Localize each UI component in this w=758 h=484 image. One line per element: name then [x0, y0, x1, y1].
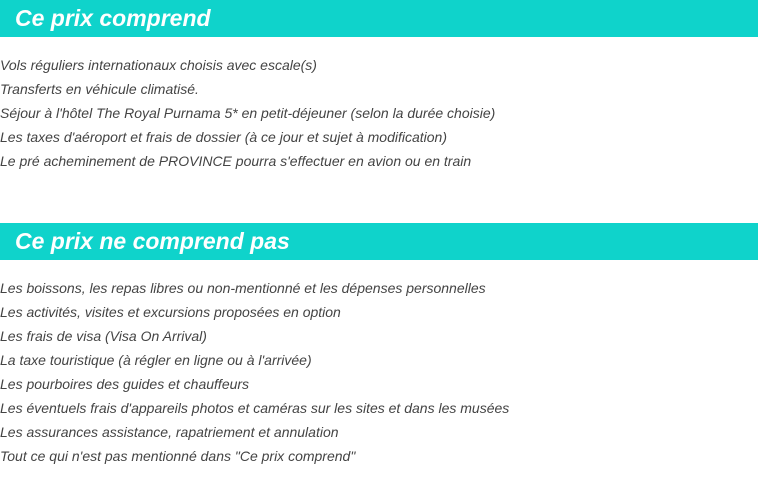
excludes-item: Les pourboires des guides et chauffeurs — [0, 376, 250, 392]
excludes-item: Tout ce qui n'est pas mentionné dans "Ce prix comprend" — [0, 448, 356, 464]
excludes-item: Les boissons, les repas libres ou non-mentionné et les dépenses personnelles — [0, 280, 486, 296]
includes-item: Séjour à l'hôtel The Royal Purnama 5* en petit-déjeuner (selon la durée choisie) — [0, 105, 496, 121]
includes-item: Vols réguliers internationaux choisis avec escale(s) — [0, 57, 317, 73]
excludes-item: La taxe touristique (à régler en ligne ou à l'arrivée) — [0, 352, 312, 368]
excludes-item: Les frais de visa (Visa On Arrival) — [0, 328, 207, 344]
excludes-item: Les activités, visites et excursions proposées en option — [0, 304, 341, 320]
excludes-list — [0, 276, 509, 468]
includes-list — [0, 53, 495, 173]
includes-item: Le pré acheminement de PROVINCE pourra s'effectuer en avion ou en train — [0, 153, 472, 169]
includes-item: Transferts en véhicule climatisé. — [0, 81, 199, 97]
includes-item: Les taxes d'aéroport et frais de dossier (à ce jour et sujet à modification) — [0, 129, 448, 145]
excludes-item: Les assurances assistance, rapatriement et annulation — [0, 424, 339, 440]
excludes-item: Les éventuels frais d'appareils photos et caméras sur les sites et dans les musées — [0, 400, 510, 416]
includes-section-title: Ce prix comprend — [0, 0, 758, 37]
excludes-section-title: Ce prix ne comprend pas — [0, 223, 758, 260]
